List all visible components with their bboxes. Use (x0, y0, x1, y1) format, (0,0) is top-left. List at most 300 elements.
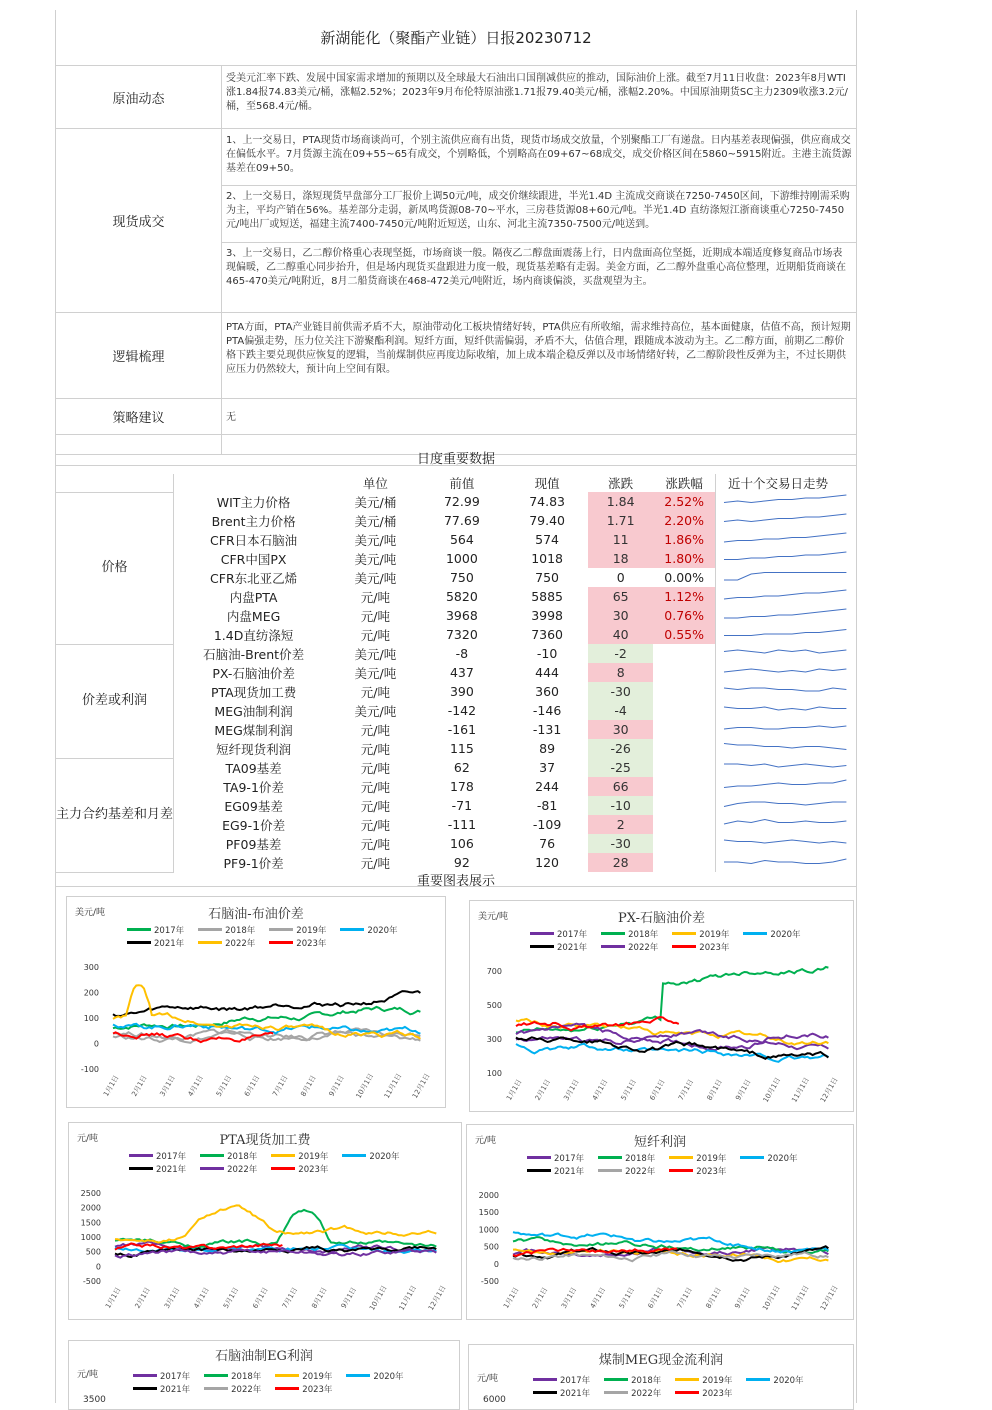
legend-label: 2023年 (696, 1166, 727, 1177)
legend-label: 2020年 (767, 1153, 798, 1164)
legend-swatch (133, 1387, 157, 1390)
legend-label: 2022年 (227, 1164, 258, 1175)
chart-title: 石脑油-布油价差 (208, 907, 304, 922)
legend-label: 2019年 (302, 1371, 333, 1382)
table-row (56, 625, 856, 644)
legend-swatch (533, 1378, 557, 1381)
row-change: 2 (588, 815, 653, 834)
row-sparkline (716, 834, 857, 853)
row-prev: -71 (451, 798, 473, 814)
row-prev: 7320 (445, 627, 478, 643)
row-curr: 5885 (531, 589, 563, 605)
row-curr: 750 (535, 570, 560, 586)
row-change: -30 (588, 682, 653, 701)
legend-item (675, 1373, 732, 1386)
y-tick-label: 1500 (478, 1208, 499, 1218)
chart-title: 石脑油制EG利润 (215, 1349, 313, 1364)
row-curr: 1018 (531, 551, 563, 567)
row-unit: 美元/吨 (354, 703, 397, 719)
row-curr: 89 (539, 741, 556, 757)
legend-item (204, 1382, 261, 1395)
sparkline-path (724, 669, 846, 672)
row-unit: 元/吨 (360, 760, 390, 776)
x-tick-label: 5月1日 (617, 1286, 637, 1310)
row-unit: 美元/吨 (354, 665, 397, 681)
sparkline-svg (722, 758, 850, 774)
legend-swatch (133, 1374, 157, 1377)
row-name: 短纤现货利润 (216, 741, 292, 757)
x-tick-label: 12月1日 (818, 1284, 840, 1312)
legend-item (604, 1386, 661, 1399)
row-change: 1.84 (588, 492, 653, 511)
y-tick-label: 300 (486, 1035, 502, 1044)
spot-item-pta: 1、上一交易日，PTA现货市场商谈尚可，个别主流供应商有出货，现货市场成交放量，个别聚酯工厂有递盘。日内基差表现偏强，供应商成交在偏低水平。7月货源主流在09+55~65有成交，个别略低，个别略高在09+67~68成交，成交价格区间在5860~5915附近。主港主流货源基差在09+50。 (226, 135, 852, 174)
row-name: 内盘PTA (229, 589, 278, 605)
legend-swatch (275, 1387, 299, 1390)
legend-label: 2023年 (702, 1388, 733, 1399)
row-prev: 437 (449, 665, 474, 681)
row-prev: 77.69 (443, 513, 480, 529)
header-curr: 现值 (534, 476, 560, 492)
chart-legend (533, 1373, 837, 1399)
row-name: PF9-1价差 (223, 855, 284, 871)
legend-swatch (204, 1387, 228, 1390)
table-row (56, 568, 856, 587)
y-tick-label: 500 (486, 1001, 502, 1010)
row-change: -26 (588, 739, 653, 758)
row-name: 内盘MEG (226, 608, 281, 624)
row-name: TA09基差 (225, 760, 282, 776)
row-name: EG09基差 (224, 798, 283, 814)
header-pct: 涨跌幅 (665, 476, 703, 492)
legend-label: 2019年 (699, 929, 730, 940)
legend-label: 2020年 (773, 1375, 804, 1386)
chart-title: PTA现货加工费 (219, 1133, 311, 1148)
row-name: CFR日本石脑油 (210, 532, 298, 548)
y-tick-label: 2500 (80, 1189, 101, 1198)
x-tick-label: 12月1日 (410, 1072, 432, 1100)
x-tick-label: 6月1日 (648, 1078, 667, 1102)
chart-coal-meg-profit (468, 1344, 854, 1410)
x-tick-label: 7月1日 (271, 1074, 290, 1098)
legend-label: 2022年 (625, 1166, 656, 1177)
row-sparkline (716, 777, 857, 796)
table-row (56, 815, 856, 834)
sparkline-path (724, 820, 846, 825)
row-prev: 390 (449, 684, 474, 700)
sparkline-path (724, 840, 846, 843)
row-curr: 3998 (531, 608, 563, 624)
x-tick-label: 9月1日 (339, 1286, 359, 1310)
legend-swatch (604, 1391, 628, 1394)
chart-y-unit: 美元/吨 (75, 908, 106, 918)
legend-label: 2022年 (628, 942, 659, 953)
row-change-pct (653, 796, 715, 815)
legend-item (746, 1373, 803, 1386)
row-unit: 元/吨 (360, 836, 390, 852)
y-tick-label: 100 (83, 1014, 99, 1023)
sparkline-svg (722, 606, 850, 622)
group-label-spread: 价差或利润 (56, 644, 174, 758)
x-tick-label: 7月1日 (676, 1078, 696, 1102)
legend-swatch (346, 1374, 370, 1377)
table-row (56, 682, 856, 701)
x-tick-label: 8月1日 (310, 1286, 329, 1310)
header-name-cell (174, 474, 334, 492)
chart-legend (133, 1369, 443, 1395)
chart-y-unit: 美元/吨 (478, 912, 509, 922)
legend-label: 2019年 (702, 1375, 733, 1386)
x-tick-label: 5月1日 (619, 1078, 639, 1102)
legend-swatch (675, 1391, 699, 1394)
row-curr: 37 (539, 760, 556, 776)
chart-naphtha-brent (66, 896, 446, 1108)
y-tick-label: 1000 (80, 1233, 101, 1242)
row-change: -4 (588, 701, 653, 720)
legend-label: 2017年 (560, 1375, 591, 1386)
x-tick-label: 9月1日 (733, 1286, 752, 1310)
row-sparkline (716, 644, 857, 663)
spot-item-meg: 3、上一交易日，乙二醇价格重心表现坚挺，市场商谈一般。隔夜乙二醇盘面震荡上行，日内盘面高位坚挺，近期成本端适度修复商品市场表现偏暖，乙二醇重心同步抬升，但是场内现货买盘跟进力度一般，现货基差略有走弱。美金方面，乙二醇外盘重心高位整理，近期船货商谈在465-470美元/吨附近，8月二船货商谈在468-472美元/吨附近，场内商谈偏淡，买盘观望为主。 (226, 248, 846, 287)
x-tick-label: 4月1日 (186, 1074, 206, 1098)
row-prev: -142 (447, 703, 477, 719)
sparkline-path (724, 802, 846, 807)
table-row (56, 492, 856, 511)
chart-y-unit: 元/吨 (475, 1136, 497, 1146)
x-tick-label: 4月1日 (588, 1286, 608, 1310)
legend-label: 2018年 (225, 925, 256, 936)
row-unit: 元/吨 (360, 608, 390, 624)
row-name: PX-石脑油价差 (212, 665, 295, 681)
x-tick-label: 11月1日 (790, 1076, 811, 1104)
legend-label: 2023年 (699, 942, 730, 953)
row-curr: 360 (535, 684, 560, 700)
strategy-section (56, 399, 856, 435)
x-tick-label: 1月1日 (505, 1078, 524, 1102)
sparkline-path (724, 609, 846, 618)
row-sparkline (716, 511, 857, 530)
report-sheet (55, 10, 857, 1403)
row-unit: 美元/桶 (354, 513, 397, 529)
legend-label: 2021年 (554, 1166, 585, 1177)
row-change-pct (653, 682, 715, 701)
row-change: -10 (588, 796, 653, 815)
x-tick-label: 4月1日 (590, 1078, 610, 1102)
table-row (56, 834, 856, 853)
y-tick-label: 300 (83, 963, 99, 972)
legend-label: 2021年 (557, 942, 588, 953)
row-unit: 元/吨 (360, 855, 390, 871)
chart-y-unit: 元/吨 (477, 1374, 499, 1384)
x-tick-label: 4月1日 (192, 1286, 211, 1310)
row-name: Brent主力价格 (211, 513, 296, 529)
row-curr: 574 (535, 532, 560, 548)
row-name: MEG油制利润 (214, 703, 293, 719)
chart-pta-processing-fee (68, 1122, 462, 1320)
x-tick-label: 8月1日 (704, 1286, 723, 1310)
row-name: PF09基差 (225, 836, 282, 852)
row-change-pct: 0.76% (653, 606, 715, 625)
table-row (56, 530, 856, 549)
y-tick-label: 500 (483, 1242, 499, 1252)
row-change-pct (653, 644, 715, 663)
table-row (56, 777, 856, 796)
x-tick-label: 5月1日 (221, 1286, 241, 1310)
y-tick-label: -500 (480, 1277, 499, 1286)
row-sparkline (716, 815, 857, 834)
y-tick-label: 1000 (478, 1225, 499, 1235)
table-row (56, 587, 856, 606)
legend-label: 2021年 (156, 1164, 187, 1175)
row-curr: -131 (532, 722, 562, 738)
row-curr: -109 (532, 817, 562, 833)
row-change-pct (653, 758, 715, 777)
sparkline-svg (722, 853, 850, 869)
row-sparkline (716, 720, 857, 739)
row-change-pct (653, 701, 715, 720)
sparkline-path (724, 514, 846, 522)
row-curr: -10 (536, 646, 558, 662)
row-name: 石脑油-Brent价差 (203, 646, 305, 662)
sparkline-path (724, 744, 846, 750)
row-change: -2 (588, 644, 653, 663)
y-tick-label: -500 (82, 1277, 101, 1286)
y-tick-label: 2000 (478, 1191, 499, 1200)
sparkline-svg (722, 777, 850, 793)
legend-label: 2017年 (160, 1371, 191, 1382)
x-tick-label: 2月1日 (133, 1286, 152, 1310)
row-curr: 120 (535, 855, 560, 871)
row-change: -30 (588, 834, 653, 853)
y-tick-label: 3500 (83, 1395, 106, 1405)
row-unit: 元/吨 (360, 684, 390, 700)
row-name: WIT主力价格 (216, 494, 291, 510)
row-unit: 美元/吨 (354, 570, 397, 586)
x-tick-label: 3月1日 (559, 1286, 579, 1310)
chart-title: PX-石脑油价差 (618, 911, 705, 926)
row-change-pct (653, 739, 715, 758)
row-sparkline (716, 492, 857, 511)
table-row (56, 739, 856, 758)
legend-swatch (604, 1378, 628, 1381)
x-tick-label: 6月1日 (242, 1074, 262, 1098)
legend-label: 2020年 (770, 929, 801, 940)
row-name: MEG煤制利润 (214, 722, 293, 738)
header-group-cell (56, 474, 174, 492)
y-tick-label: -100 (80, 1065, 99, 1074)
row-prev: 178 (449, 779, 474, 795)
charts-area (56, 890, 856, 1403)
legend-swatch (533, 1391, 557, 1394)
row-unit: 元/吨 (360, 722, 390, 738)
crude-section (56, 66, 856, 129)
row-sparkline (716, 758, 857, 777)
row-unit: 美元/吨 (354, 646, 397, 662)
sparkline-svg (722, 815, 850, 831)
x-tick-label: 2月1日 (130, 1074, 149, 1098)
sparkline-path (724, 533, 846, 542)
row-unit: 美元/吨 (354, 532, 397, 548)
table-row (56, 549, 856, 568)
row-prev: 62 (453, 760, 470, 776)
sparkline-svg (722, 492, 850, 508)
row-prev: 1000 (445, 551, 478, 567)
logic-section (56, 313, 856, 399)
strategy-label: 策略建议 (56, 399, 222, 434)
row-change-pct: 0.55% (653, 625, 715, 644)
y-tick-label: 2000 (80, 1203, 101, 1213)
row-prev: -161 (447, 722, 477, 738)
row-curr: 444 (535, 665, 560, 681)
legend-swatch (275, 1374, 299, 1377)
legend-label: 2021年 (154, 938, 185, 949)
table-row (56, 663, 856, 682)
logic-text: PTA方面，PTA产业链目前供需矛盾不大，原油带动化工板块情绪好转，PTA供应有所收缩，需求维持高位，基本面健康，估值不高，预计短期PTA偏强走势，压力位关注下游聚酯利润。短纤方面，短纤供需偏弱，矛盾不大，估值合理，跟随成本波动为主。乙二醇方面，前期乙二醇价格下跌主要兑现供应恢复的逻辑，当前煤制供应再度边际收缩，加上成本端企稳反弹以及市场情绪好转，乙二醇阶段性反弹为主，不过长期供应压力仍然较大，预计向上空间有限。 (226, 322, 851, 375)
legend-item (133, 1369, 190, 1382)
legend-label: 2018年 (231, 1371, 262, 1382)
sparkline-svg (722, 549, 850, 565)
table-row (56, 701, 856, 720)
series-line (113, 991, 420, 1016)
header-unit: 单位 (362, 476, 388, 492)
row-change-pct (653, 777, 715, 796)
row-prev: 72.99 (443, 494, 480, 510)
crude-text: 受美元汇率下跌、发展中国家需求增加的预期以及全球最大石油出口国削减供应的推动，国际油价上涨。截至7月11日收盘：2023年8月WTI涨1.84报74.83美元/桶，涨幅2.52%；2023年9月布伦特原油涨1.71报79.40美元/桶，涨幅2.20%。中国原油期货SC主力2309收涨3.2元/桶，至568.4元/桶。 (226, 73, 848, 112)
x-tick-label: 12月1日 (426, 1284, 448, 1312)
row-curr: 7360 (531, 627, 563, 643)
legend-label: 2022年 (225, 938, 256, 949)
table-header-row (56, 474, 856, 492)
y-tick-label: 700 (486, 967, 502, 976)
row-prev: 5820 (445, 589, 478, 605)
sparkline-path (724, 688, 846, 691)
sparkline-svg (722, 625, 850, 641)
row-change: 18 (588, 549, 653, 568)
sparkline-path (724, 573, 846, 581)
row-change: 65 (588, 587, 653, 606)
legend-swatch (204, 1374, 228, 1377)
spot-section (56, 129, 856, 313)
report-title: 新湖能化（聚酯产业链）日报20230712 (56, 10, 856, 66)
row-unit: 元/吨 (360, 627, 390, 643)
spot-label: 现货成交 (56, 129, 222, 312)
x-tick-label: 8月1日 (705, 1078, 724, 1102)
sparkline-path (724, 630, 846, 636)
row-prev: 106 (449, 836, 474, 852)
legend-label: 2019年 (296, 925, 327, 936)
sparkline-svg (722, 663, 850, 679)
y-tick-label: 500 (85, 1247, 101, 1257)
table-row (56, 511, 856, 530)
row-name: CFR东北亚乙烯 (210, 570, 298, 586)
row-curr: 76 (539, 836, 556, 852)
row-change: -25 (588, 758, 653, 777)
sparkline-svg (722, 739, 850, 755)
legend-label: 2018年 (631, 1375, 662, 1386)
legend-item (275, 1382, 332, 1395)
legend-item (275, 1369, 332, 1382)
sparkline-path (724, 859, 846, 864)
row-change-pct (653, 720, 715, 739)
sparkline-svg (722, 568, 850, 584)
spot-item-psf: 2、上一交易日，涤短现货早盘部分工厂报价上调50元/吨，成交价继续跟进，半光1.4D 主流成交商谈在7250-7450区间，下游维持刚需采购为主，平均产销在56%。基差部分走弱，新凤鸣货源08-70~平水，三房巷货源08+60元/吨。半光1.4D 直纺涤短江浙商谈重心7250-7450元/吨出厂或短送，福建主流7400-7450元/吨附近短送，山东、河北主流7350-7500元/吨送到。 (226, 191, 850, 230)
x-tick-label: 6月1日 (646, 1286, 666, 1310)
y-tick-label: 100 (486, 1069, 502, 1078)
legend-label: 2020年 (369, 1151, 400, 1162)
legend-swatch (746, 1378, 770, 1381)
sparkline-path (724, 780, 846, 788)
row-change: 0 (616, 570, 625, 586)
table-row (56, 606, 856, 625)
chart-plot (69, 1123, 461, 1319)
row-change-pct: 1.86% (653, 530, 715, 549)
row-change: 30 (588, 720, 653, 739)
series-line (115, 1205, 436, 1242)
legend-swatch (675, 1378, 699, 1381)
legend-label: 2018年 (625, 1153, 656, 1164)
x-tick-label: 1月1日 (104, 1286, 123, 1310)
legend-item (204, 1369, 261, 1382)
row-curr: 74.83 (529, 494, 565, 510)
sparkline-path (724, 650, 846, 653)
row-unit: 元/吨 (360, 741, 390, 757)
sparkline-svg (722, 511, 850, 527)
row-change-pct: 2.52% (653, 492, 715, 511)
x-tick-label: 3月1日 (158, 1074, 177, 1098)
row-prev: 564 (449, 532, 474, 548)
legend-label: 2017年 (557, 929, 588, 940)
row-sparkline (716, 796, 857, 815)
chart-plot (470, 901, 853, 1111)
row-change: 28 (588, 853, 653, 872)
row-change: 30 (588, 606, 653, 625)
legend-label: 2022年 (231, 1384, 262, 1395)
legend-label: 2018年 (628, 929, 659, 940)
logic-label: 逻辑梳理 (56, 313, 222, 398)
row-change: 1.71 (588, 511, 653, 530)
row-name: EG9-1价差 (222, 817, 286, 833)
x-tick-label: 2月1日 (533, 1078, 553, 1102)
group-label-basis: 主力合约基差和月差 (56, 758, 174, 872)
row-curr: 79.40 (529, 513, 565, 529)
x-tick-label: 3月1日 (162, 1286, 182, 1310)
row-unit: 美元/吨 (354, 551, 397, 567)
legend-item (604, 1373, 661, 1386)
row-sparkline (716, 701, 857, 720)
chart-plot (67, 897, 445, 1107)
y-tick-label: 0 (95, 1262, 101, 1272)
x-tick-label: 10月1日 (354, 1072, 376, 1100)
row-unit: 元/吨 (360, 798, 390, 814)
x-tick-label: 11月1日 (397, 1284, 419, 1312)
row-prev: -8 (455, 646, 469, 662)
table-row (56, 644, 856, 663)
row-name: CFR中国PX (220, 551, 287, 567)
row-change: 11 (588, 530, 653, 549)
sparkline-path (724, 590, 846, 599)
row-sparkline (716, 530, 857, 549)
daily-table-heading: 日度重要数据 (416, 452, 495, 467)
legend-item (133, 1382, 190, 1395)
x-tick-label: 12月1日 (818, 1076, 840, 1104)
row-sparkline (716, 739, 857, 758)
row-change-pct: 1.80% (653, 549, 715, 568)
legend-label: 2019年 (696, 1153, 727, 1164)
row-prev: 92 (453, 855, 470, 871)
legend-label: 2018年 (227, 1151, 258, 1162)
sparkline-path (724, 495, 846, 503)
sparkline-svg (722, 720, 850, 736)
